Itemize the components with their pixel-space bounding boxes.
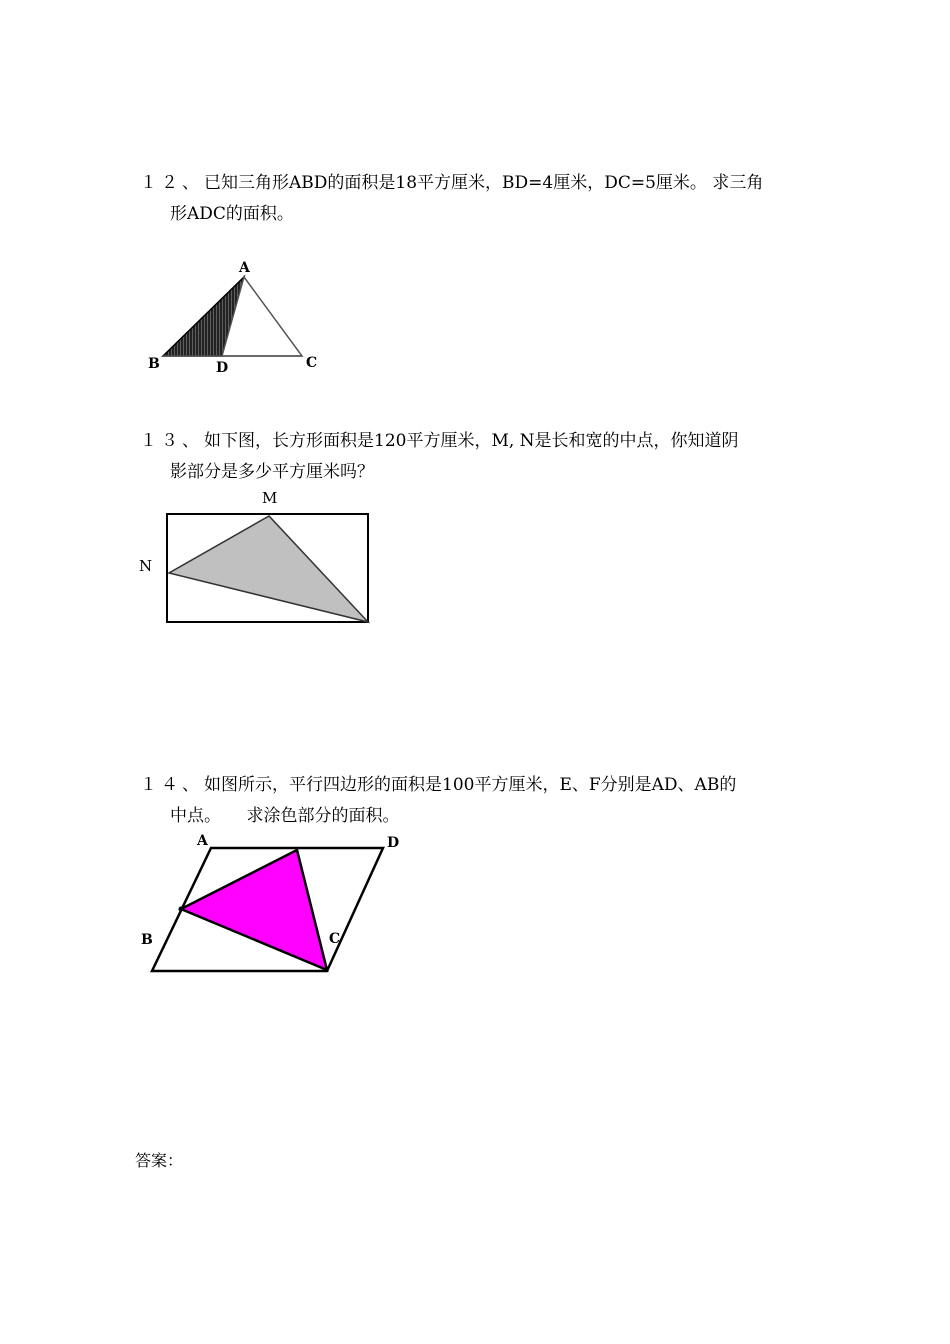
- question-12-line2: 形ADC的面积。: [170, 204, 294, 224]
- question-13-line1: [140, 426, 830, 457]
- question-14: [140, 770, 830, 832]
- label-b: B: [148, 356, 160, 372]
- label-n: N: [139, 557, 153, 575]
- question-14-line1: [140, 770, 830, 801]
- question-12-text: 已知三角形ABD的面积是18平方厘米，BD=4厘米，DC=5厘米。 求三角: [204, 173, 764, 193]
- label-m: M: [262, 489, 278, 507]
- question-14-text: 如图所示，平行四边形的面积是100平方厘米，E、F分别是AD、AB的: [204, 775, 737, 795]
- figure-triangle-abdc: [128, 255, 328, 380]
- figure-rectangle-mn: [133, 485, 378, 630]
- question-14-number: １４、: [140, 775, 203, 795]
- label-d: D: [216, 360, 229, 376]
- label-a: A: [197, 833, 208, 849]
- question-12: [140, 168, 830, 230]
- label-c: C: [306, 355, 318, 371]
- label-a: A: [239, 260, 250, 276]
- point-f: [179, 907, 184, 912]
- label-b: B: [141, 932, 153, 948]
- question-13-text: 如下图，长方形面积是120平方厘米，M, N是长和宽的中点，你知道阴: [204, 431, 739, 451]
- question-12-line1: [140, 168, 830, 199]
- figure-parallelogram: [130, 830, 410, 978]
- question-13-number: １３、: [140, 431, 203, 451]
- question-13: [140, 426, 830, 488]
- question-13-line2: 影部分是多少平方厘米吗？: [170, 462, 374, 482]
- label-c: C: [329, 931, 341, 947]
- question-14-line2: 中点。 求涂色部分的面积。: [170, 806, 400, 826]
- label-d: D: [387, 835, 400, 851]
- answer-label: 答案：: [135, 1151, 184, 1170]
- question-12-number: １２、: [140, 173, 203, 193]
